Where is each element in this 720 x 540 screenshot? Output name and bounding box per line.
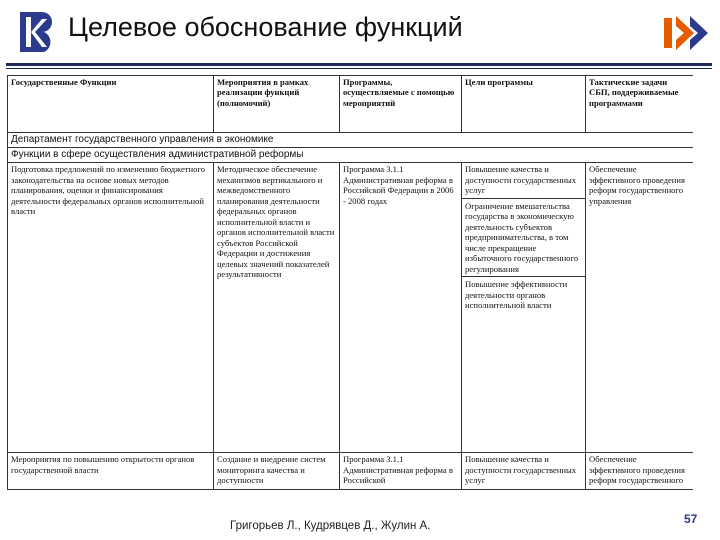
column-header-measures: Мероприятия в рамках реализации функций (полномочий) (214, 76, 340, 133)
hse-logo-icon (14, 10, 54, 54)
programs-cell: Программа 3.1.1 Административная реформа в Российской Федерации в 2006 - 2008 годах (340, 163, 462, 453)
function-cell: Подготовка предложений по изменению бюджетного законодательства на основе новых методов планирования, оценки и финансирования деятельности федеральных органов исполнительной власти (8, 163, 214, 453)
page-title: Целевое обоснование функций (68, 12, 463, 42)
function-area-row (8, 148, 694, 163)
goals-cell (462, 163, 586, 453)
table-header-row (8, 76, 694, 133)
page-number: 57 (684, 512, 698, 526)
measures-cell: Методическое обеспечение механизмов вертикального и межведомственного планирования деятельности федеральных органов исполнительной власти и органов исполнительной власти субъектов Российской Федерации и достижения целевых значений показателей результативности (214, 163, 340, 453)
header-divider-top (6, 63, 712, 66)
column-header-programs: Программы, осуществляемые с помощью мероприятий (340, 76, 462, 133)
functions-table-container (7, 75, 693, 512)
column-header-functions: Государственные Функции (8, 76, 214, 133)
function-cell: Мероприятия по повышению открытости органов государственной власти (8, 453, 214, 489)
slide-header (0, 0, 720, 64)
measures-cell: Создание и внедрение систем мониторинга качества и доступности (214, 453, 340, 489)
goal-item: Повышение качества и доступности государственных услуг (465, 454, 577, 486)
footer-authors: Григорьев Л., Кудрявцев Д., Жулин А. (230, 520, 431, 532)
goals-cell (462, 453, 586, 489)
double-chevron-right-icon (664, 14, 712, 52)
table-row (8, 453, 694, 489)
functions-table (7, 75, 693, 490)
header-divider-bottom (6, 68, 712, 69)
function-area-label: Функции в сфере осуществления административной реформы (8, 148, 694, 163)
table-row (8, 163, 694, 453)
tasks-cell: Обеспечение эффективного проведения реформ государственного управления (586, 163, 694, 453)
programs-cell: Программа 3.1.1 Административная реформа в Российской (340, 453, 462, 489)
tasks-cell: Обеспечение эффективного проведения реформ государственного (586, 453, 694, 489)
goal-item: Повышение качества и доступности государственных услуг (462, 164, 585, 198)
goal-item: Ограничение вмешательства государства в экономическую деятельность субъектов предпринимательства, в том числе прекращение избыточного государственного регулирования (462, 201, 585, 277)
department-label: Департамент государственного управления в экономике (8, 133, 694, 148)
department-row (8, 133, 694, 148)
goal-item: Повышение эффективности деятельности органов исполнительной власти (465, 279, 568, 311)
column-header-tasks: Тактические задачи СБП, поддерживаемые программами (586, 76, 694, 133)
column-header-goals: Цели программы (462, 76, 586, 133)
